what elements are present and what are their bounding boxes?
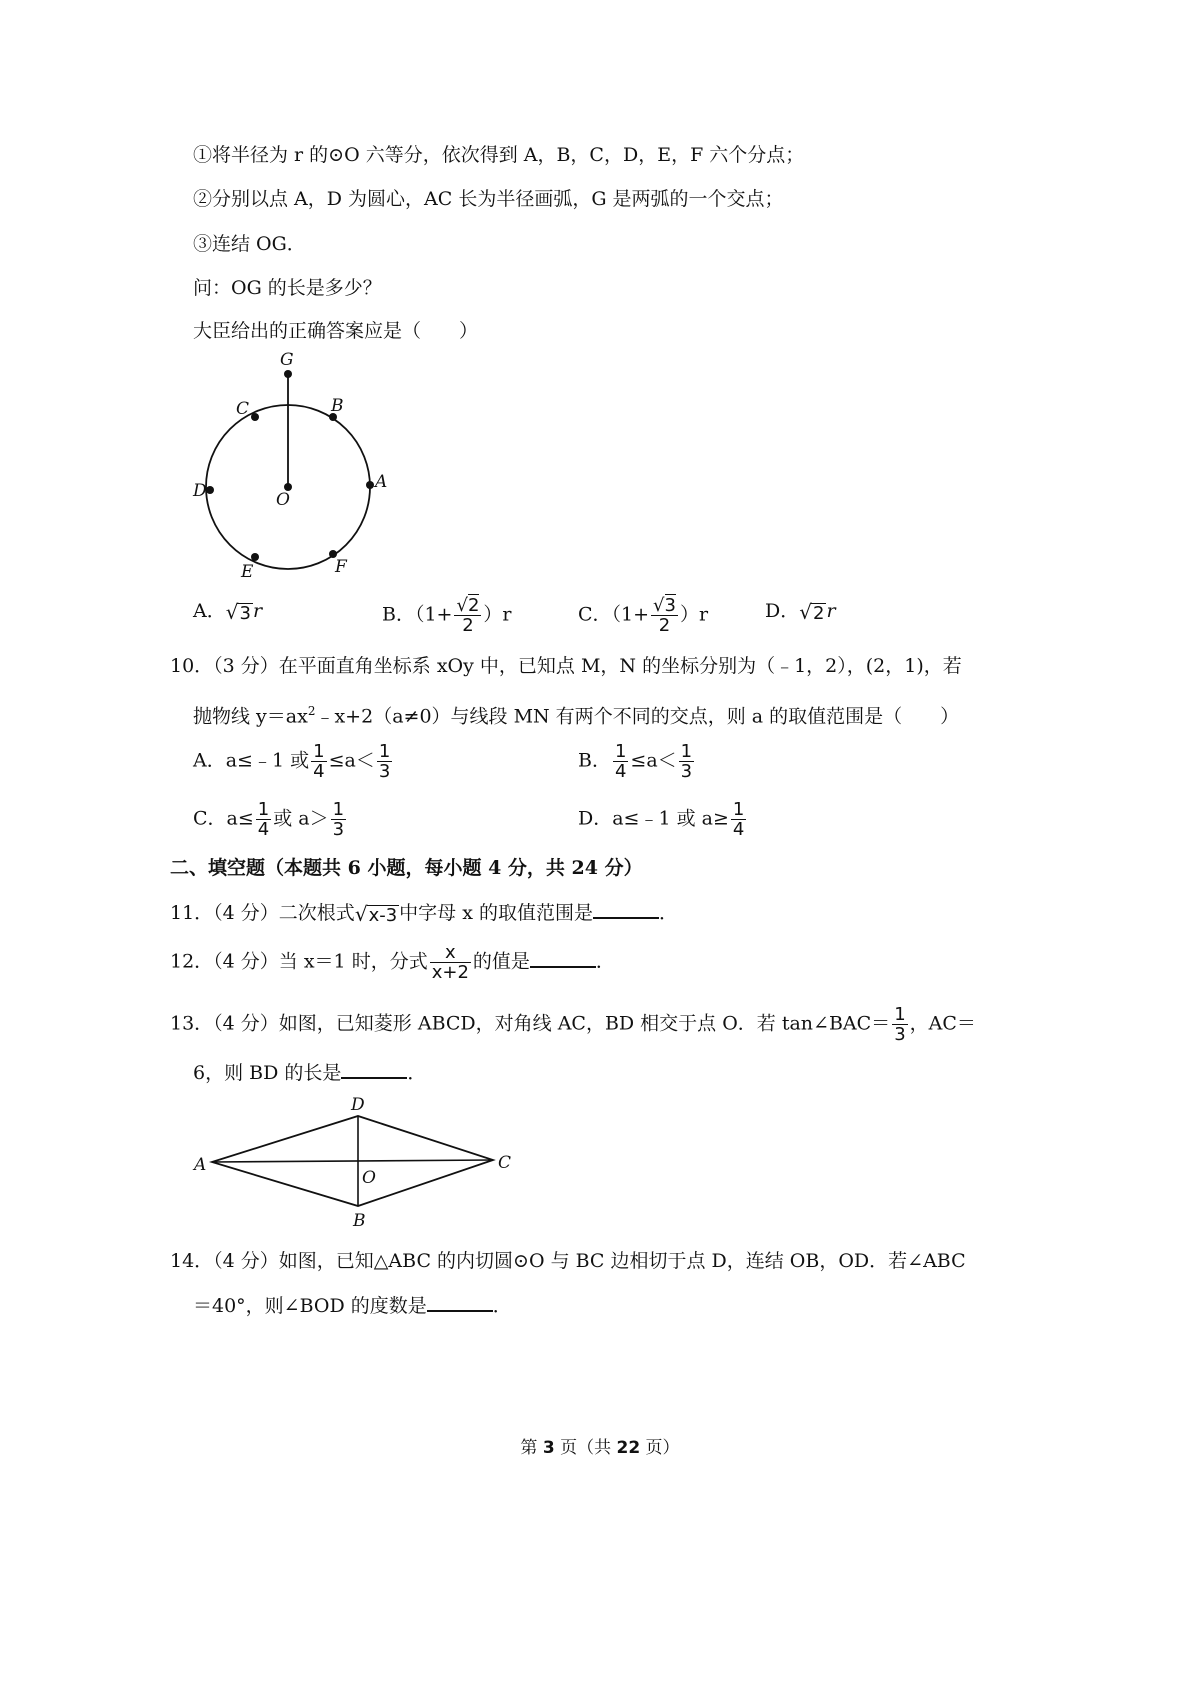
q10-option-a: A．a≤﹣1 或 $\frac{1}{4}$ ≤a＜ $\frac{1}{3}$ — [193, 741, 391, 782]
point-g — [284, 370, 292, 378]
answer-blank[interactable] — [341, 1059, 407, 1079]
diagonal-ac — [212, 1160, 493, 1162]
answer-blank[interactable] — [593, 899, 659, 919]
option-c-suffix: ）r — [679, 603, 709, 626]
sqrt-x-minus-3: √x-3 — [354, 902, 398, 926]
label-a: A — [194, 1155, 207, 1175]
q13-line-1: 13．（4 分）如图，已知菱形 ABCD，对角线 AC，BD 相交于点 O．若 tan∠BAC＝ $\frac{1}{3}$ ，AC＝ — [170, 1004, 976, 1045]
q13-line-2: 6，则 BD 的长是 ． — [193, 1059, 426, 1086]
label-d: D — [351, 1095, 365, 1115]
fraction-1-3: $\frac{1}{3}$ — [378, 741, 391, 782]
step-3-text: ③连结 OG． — [193, 233, 306, 255]
step-2-text: ②分别以点 A，D 为圆心，AC 长为半径画弧，G 是两弧的一个交点； — [193, 188, 784, 210]
option-c-prefix: C．（1+ — [578, 603, 650, 626]
option-a-suffix: r — [252, 600, 263, 622]
q11-text: 11．（4 分）二次根式√x-3 中字母 x 的取值范围是 ． — [170, 899, 678, 927]
label-c: C — [498, 1153, 512, 1173]
answer-blank[interactable] — [427, 1292, 493, 1312]
point-a — [366, 481, 374, 489]
option-d-suffix: r — [826, 600, 836, 622]
label-f: F — [335, 557, 347, 577]
question-text: 问：OG 的长是多少？ — [193, 277, 382, 299]
fraction-sqrt2-over-2: $\frac{√2}{2}$ — [456, 595, 480, 636]
q9-option-c — [578, 596, 708, 635]
point-c — [251, 413, 259, 421]
q9-option-d — [765, 598, 836, 625]
point-d — [206, 486, 214, 494]
option-b-prefix: B．（1+ — [382, 603, 453, 626]
fraction-sqrt3-over-2: $\frac{√3}{2}$ — [653, 595, 676, 636]
q14-line-1: 14．（4 分）如图，已知△ABC 的内切圆⊙O 与 BC 边相切于点 D，连结 OB，OD．若∠ABC — [170, 1250, 966, 1272]
q10-option-b: B． $\frac{1}{4}$ ≤a＜ $\frac{1}{3}$ — [578, 741, 693, 782]
option-d-prefix: D． — [765, 600, 800, 622]
fraction-1-3: $\frac{1}{3}$ — [680, 741, 693, 782]
q14-line-2: ＝40°，则∠BOD 的度数是 ． — [193, 1292, 512, 1319]
fraction-1-4: $\frac{1}{4}$ — [257, 799, 270, 840]
point-e — [251, 553, 259, 561]
label-a: A — [375, 472, 388, 492]
label-b: B — [331, 396, 344, 416]
label-o: O — [362, 1168, 376, 1188]
label-c: C — [236, 399, 250, 419]
q10-line-2 — [193, 698, 959, 729]
fraction-1-4: $\frac{1}{4}$ — [313, 741, 325, 782]
label-b: B — [353, 1211, 366, 1231]
label-e: E — [241, 562, 254, 582]
rhombus-figure — [190, 1093, 520, 1233]
page-footer: 第 3 页（共 22 页） — [520, 1438, 680, 1458]
q10-line2-b: ﹣x+2（a≠0）与线段 MN 有两个不同的交点，则 a 的取值范围是（ ） — [315, 705, 960, 728]
answer-blank[interactable] — [530, 948, 596, 968]
fraction-1-3: $\frac{1}{3}$ — [894, 1004, 906, 1045]
section-2-heading: 二、填空题（本题共 6 小题，每小题 4 分，共 24 分） — [170, 857, 643, 879]
fraction-1-4: $\frac{1}{4}$ — [732, 799, 745, 840]
step-1-text: ①将半径为 r 的⊙O 六等分，依次得到 A，B，C，D，E，F 六个分点； — [193, 144, 805, 166]
circle-hexagon-figure — [185, 345, 400, 590]
option-a-prefix: A． — [193, 600, 226, 622]
fraction-x-over-x-plus-2: $\frac{x}{x+2}$ — [431, 942, 469, 983]
q10-option-c: C．a≤ $\frac{1}{4}$ 或 a＞ $\frac{1}{3}$ — [193, 799, 345, 840]
sqrt-3: √3 — [225, 600, 251, 624]
label-o: O — [276, 490, 290, 510]
page-number: 3 — [542, 1438, 555, 1458]
q9-option-b — [382, 596, 512, 635]
q12-text: 12．（4 分）当 x＝1 时，分式 $\frac{x}{x+2}$ 的值是 ． — [170, 942, 615, 983]
fraction-1-4: $\frac{1}{4}$ — [614, 741, 627, 782]
label-g: G — [280, 350, 294, 370]
q10-exponent: 2 — [307, 704, 316, 718]
q9-option-a — [193, 598, 262, 625]
answer-prompt: 大臣给出的正确答案应是（ ） — [193, 320, 479, 342]
q10-line2-a: 抛物线 y＝ax — [193, 705, 308, 728]
page-total: 22 — [616, 1438, 641, 1458]
fraction-1-3: $\frac{1}{3}$ — [332, 799, 345, 840]
q10-line-1: 10．（3 分）在平面直角坐标系 xOy 中，已知点 M，N 的坐标分别为（﹣1，2），(2，1)，若 — [170, 655, 962, 677]
q10-option-d: D．a≤﹣1 或 a≥ $\frac{1}{4}$ — [578, 799, 745, 840]
option-b-suffix: ）r — [483, 603, 512, 626]
sqrt-2: √2 — [799, 600, 825, 624]
label-d: D — [193, 481, 207, 501]
